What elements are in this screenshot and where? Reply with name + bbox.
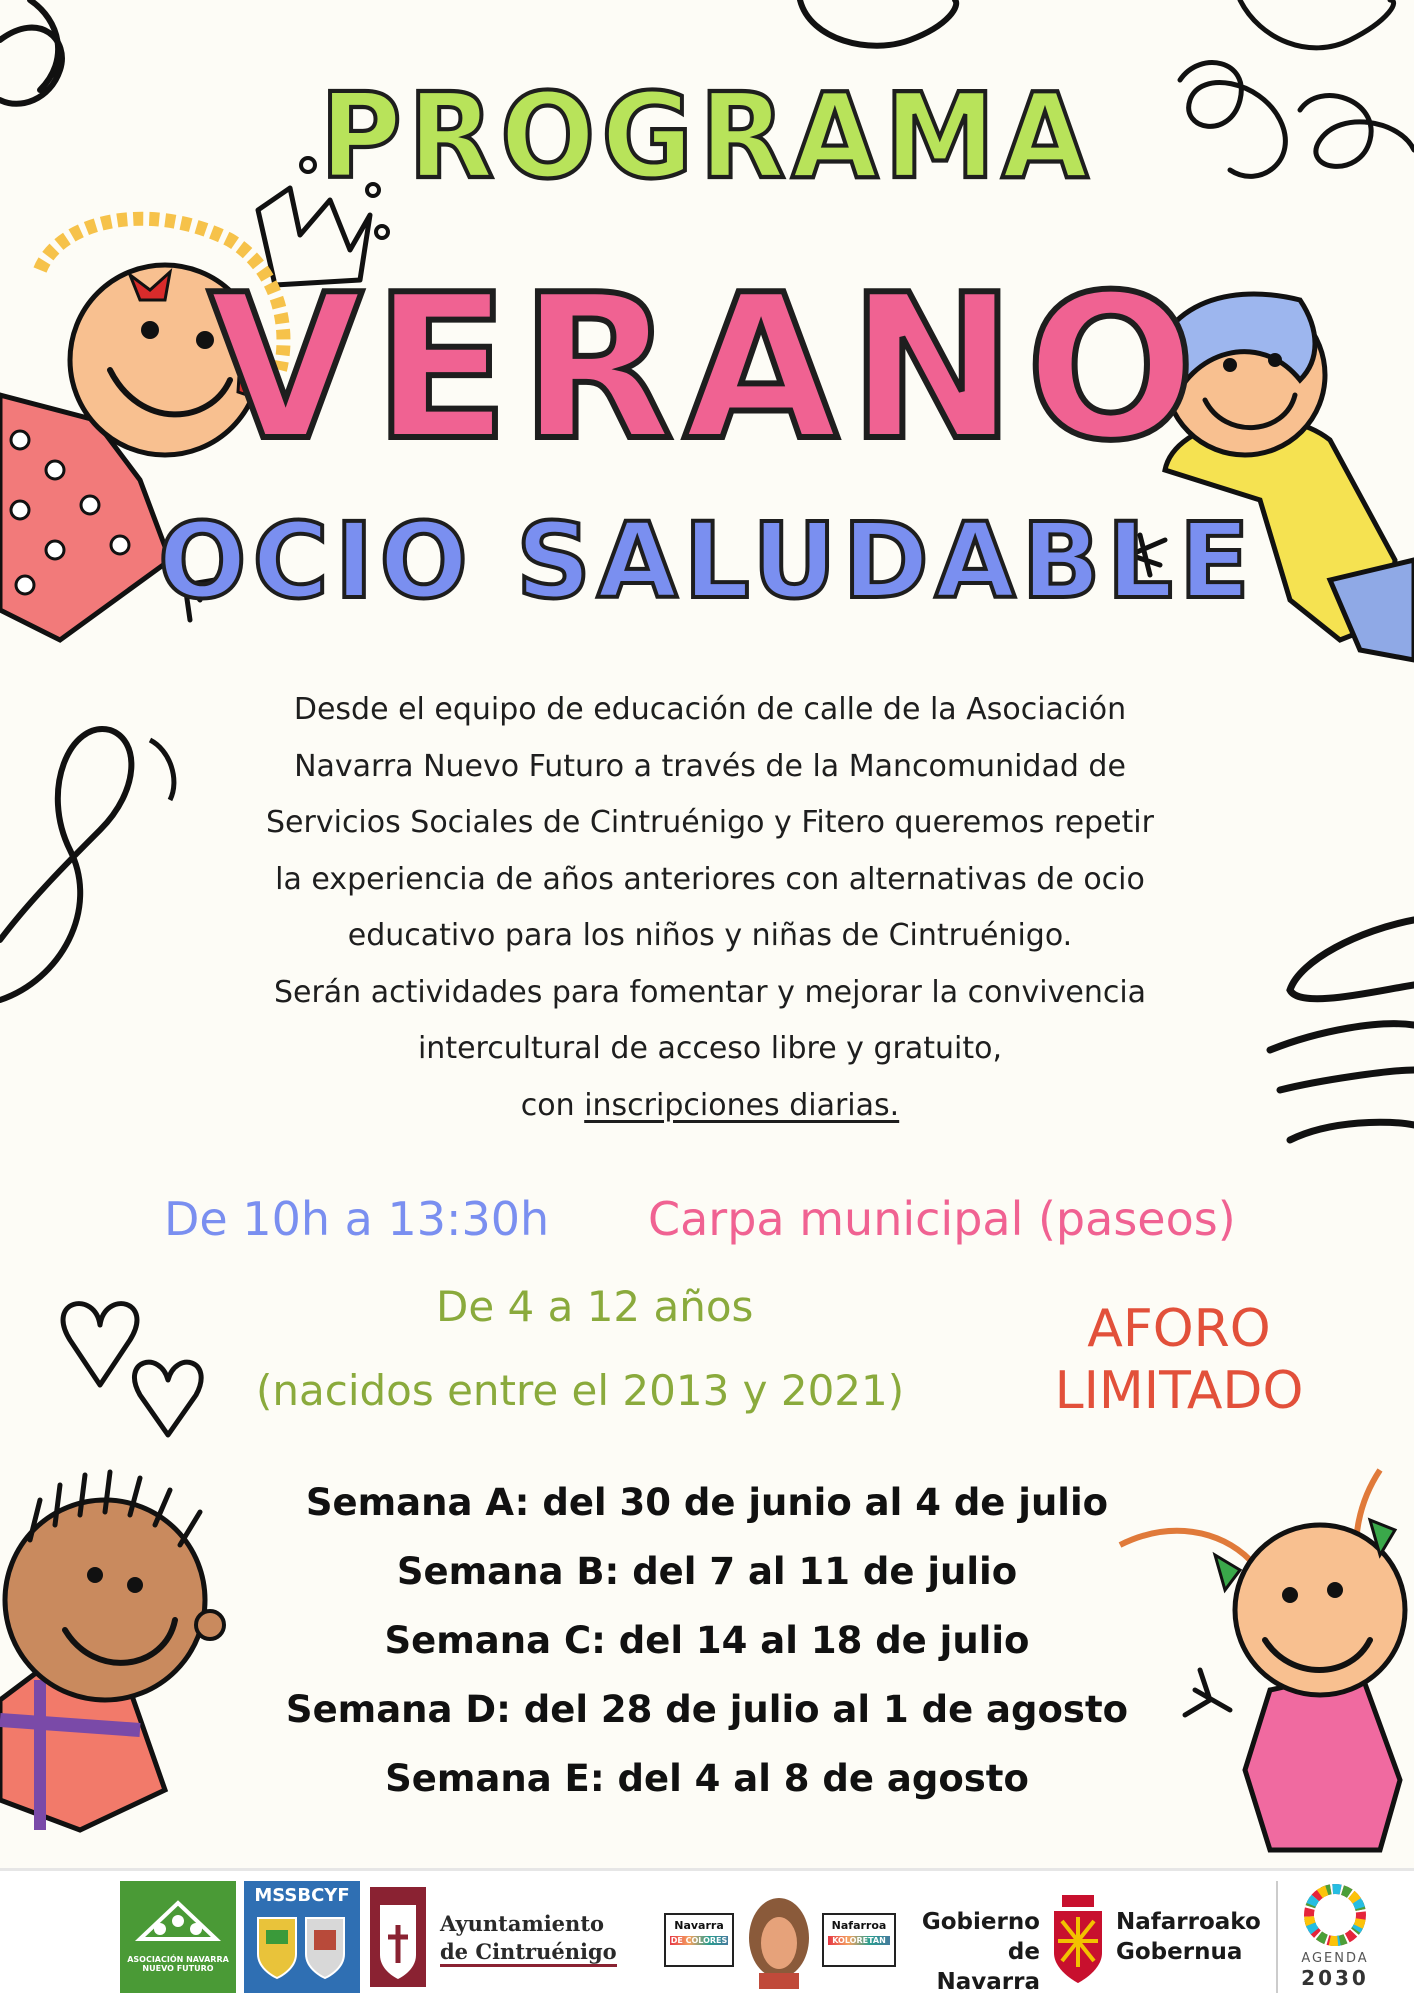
nafarroako-gobernua-text xyxy=(1116,1907,1261,1967)
nafarroa-bottom: KOLORETAN xyxy=(828,1936,890,1945)
aforo-line: LIMITADO xyxy=(1054,1361,1304,1421)
description-line: educativo para los niños y niñas de Cintruénigo. xyxy=(347,918,1073,953)
logo-divider xyxy=(1276,1881,1278,1993)
description-last-line xyxy=(200,1078,1220,1135)
schedule-hours: De 10h a 13:30h xyxy=(164,1192,550,1246)
asociacion-houses-icon xyxy=(120,1881,236,1951)
ayuntamiento-cintruenigo-logo xyxy=(368,1881,620,1993)
gobierno-line1: Gobierno xyxy=(921,1909,1040,1935)
week-item: Semana C: del 14 al 18 de julio xyxy=(384,1619,1030,1662)
sdg-wheel-icon xyxy=(1290,1881,1380,1947)
week-item: Semana D: del 28 de julio al 1 de agosto xyxy=(285,1688,1129,1731)
navarra-de-colores-logo xyxy=(664,1913,734,1967)
age-range: De 4 a 12 años xyxy=(436,1282,754,1331)
description-line: Navarra Nuevo Futuro a través de la Mancomunidad de xyxy=(294,748,1126,784)
nafarroa-top: Nafarroa xyxy=(831,1919,887,1932)
scribble-right-middle xyxy=(1270,920,1414,1140)
title-ocio-saludable: OCIO SALUDABLE xyxy=(158,500,1256,622)
gobierno-navarra-text xyxy=(910,1907,1040,1997)
ayuntamiento-shield-icon xyxy=(368,1885,428,1989)
description-paragraph xyxy=(200,682,1220,1134)
asociacion-nuevo-futuro-logo xyxy=(120,1881,236,1993)
navarra-colores-top: Navarra xyxy=(674,1919,724,1932)
coat-of-arms-icon xyxy=(244,1906,360,1986)
mssbcyf-logo xyxy=(244,1881,360,1993)
description-line: Desde el equipo de educación de calle de la Asociación xyxy=(293,692,1127,727)
gobernua-line2: Gobernua xyxy=(1116,1939,1243,1965)
navarra-colores-bottom: DE COLORES xyxy=(670,1936,728,1945)
title-programa: PROGRAMA xyxy=(319,68,1095,206)
asociacion-line2: NUEVO FUTURO xyxy=(142,1964,214,1973)
heart-icon-2 xyxy=(134,1362,201,1435)
week-item: Semana B: del 7 al 11 de julio xyxy=(396,1550,1018,1593)
sponsor-logo-bar xyxy=(0,1868,1414,2000)
description-last-prefix: con xyxy=(520,1087,585,1123)
mssbcyf-label: MSSBCYF xyxy=(254,1885,350,1906)
scribble-left-middle xyxy=(0,729,131,1000)
nafarroa-koloretan-logo xyxy=(822,1913,896,1967)
description-line: Servicios Sociales de Cintruénigo y Fitero queremos repetir xyxy=(266,805,1154,840)
ayuntamiento-line2: de Cintruénigo xyxy=(440,1939,617,1967)
ayuntamiento-line1: Ayuntamiento xyxy=(440,1911,605,1936)
heart-icon xyxy=(63,1304,137,1385)
description-line: Serán actividades para fomentar y mejorar la convivencia xyxy=(273,974,1147,1010)
agenda-line2: 2030 xyxy=(1301,1966,1369,1990)
gobierno-line2: de Navarra xyxy=(936,1939,1040,1995)
gobernua-line1: Nafarroako xyxy=(1116,1909,1261,1935)
asociacion-line1: ASOCIACIÓN NAVARRA xyxy=(127,1955,229,1964)
location: Carpa municipal (paseos) xyxy=(648,1192,1236,1246)
description-line: la experiencia de años anteriores con alternativas de ocio xyxy=(275,861,1145,897)
agenda-line1: AGENDA xyxy=(1301,1951,1369,1966)
inscriptions-underlined: inscripciones diarias. xyxy=(584,1087,900,1123)
navarra-coat-of-arms-icon xyxy=(1048,1891,1108,1987)
birth-years: (nacidos entre el 2013 y 2021) xyxy=(256,1366,905,1415)
agenda-2030-logo xyxy=(1290,1881,1380,1993)
aforo-line: AFORO xyxy=(1087,1299,1271,1359)
limited-capacity-notice xyxy=(1014,1298,1344,1422)
weeks-list xyxy=(0,1468,1414,1813)
week-item: Semana A: del 30 de junio al 4 de julio xyxy=(305,1481,1109,1524)
title-verano: VERANO xyxy=(208,252,1206,485)
description-line: intercultural de acceso libre y gratuito, xyxy=(417,1031,1003,1066)
week-item: Semana E: del 4 al 8 de agosto xyxy=(385,1757,1029,1800)
portrait-illustration-icon xyxy=(744,1893,814,1989)
scribble-top-center xyxy=(800,0,956,46)
